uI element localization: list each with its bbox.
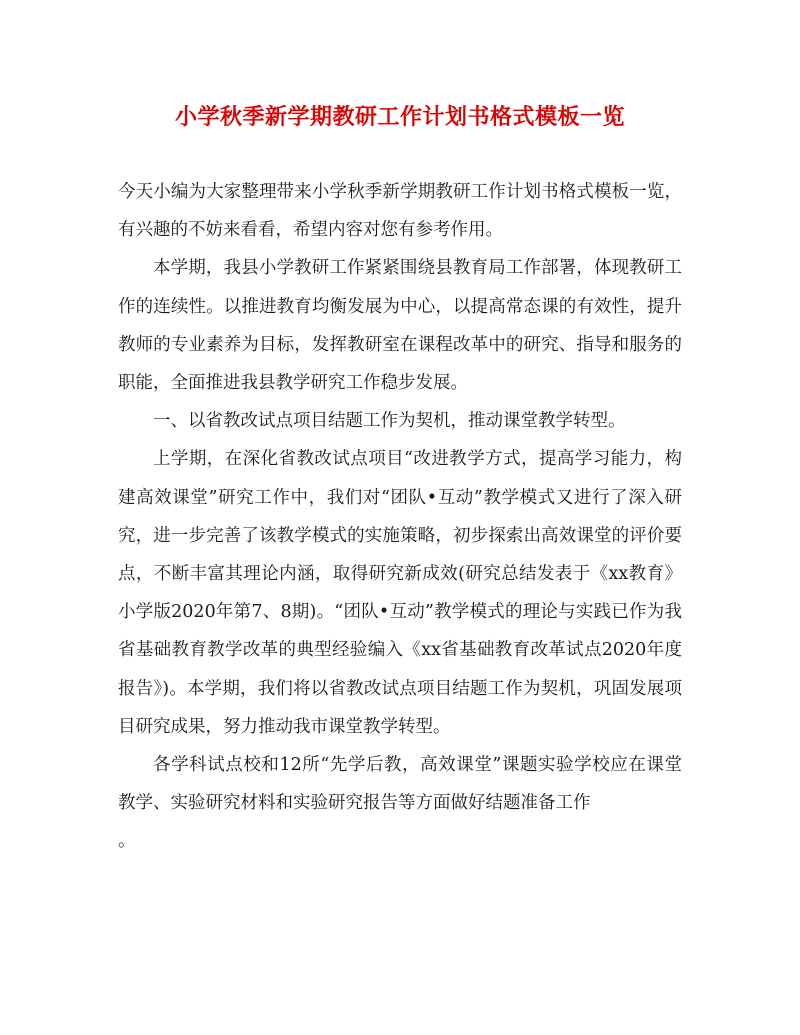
body-paragraph-1: 本学期，我县小学教研工作紧紧围绕县教育局工作部署，体现教研工作的连续性。以推进教育均衡发展为中心，以提高常态课的有效性，提升教师的专业素养为目标，发挥教研室在课程改革中的研究、指导和服务的职能，全面推进我县教学研究工作稳步发展。 xyxy=(118,258,682,394)
section-heading-1: 一、以省教改试点项目结题工作为契机，推动课堂教学转型。 xyxy=(153,411,626,432)
intro-paragraph: 今天小编为大家整理带来小学秋季新学期教研工作计划书格式模板一览，有兴趣的不妨来看看，希望内容对您有参考作用。 xyxy=(118,182,682,241)
document-body xyxy=(118,173,682,861)
body-paragraph-3: 各学科试点校和12所“先学后教，高效课堂”课题实验学校应在课堂教学、实验研究材料和实验研究报告等方面做好结题准备工作 xyxy=(118,755,682,814)
paragraph-trailing-period: 。 xyxy=(118,831,136,852)
document-title: 小学秋季新学期教研工作计划书格式模板一览 xyxy=(174,104,625,130)
body-paragraph-2: 上学期，在深化省教改试点项目“改进教学方式，提高学习能力，构建高效课堂”研究工作中，我们对“团队•互动”教学模式又进行了深入研究，进一步完善了该教学模式的实施策略，初步探索出高效课堂的评价要点，不断丰富其理论内涵，取得研究新成效(研究总结发表于《xx教育》小学版2020年第7、8期)。“团队•互动”教学模式的理论与实践已作为我省基础教育教学改革的典型经验编入《xx省基础教育改革试点2020年度报告》)。本学期，我们将以省教改试点项目结题工作为契机，巩固发展项目研究成果，努力推动我市课堂教学转型。 xyxy=(118,449,682,737)
